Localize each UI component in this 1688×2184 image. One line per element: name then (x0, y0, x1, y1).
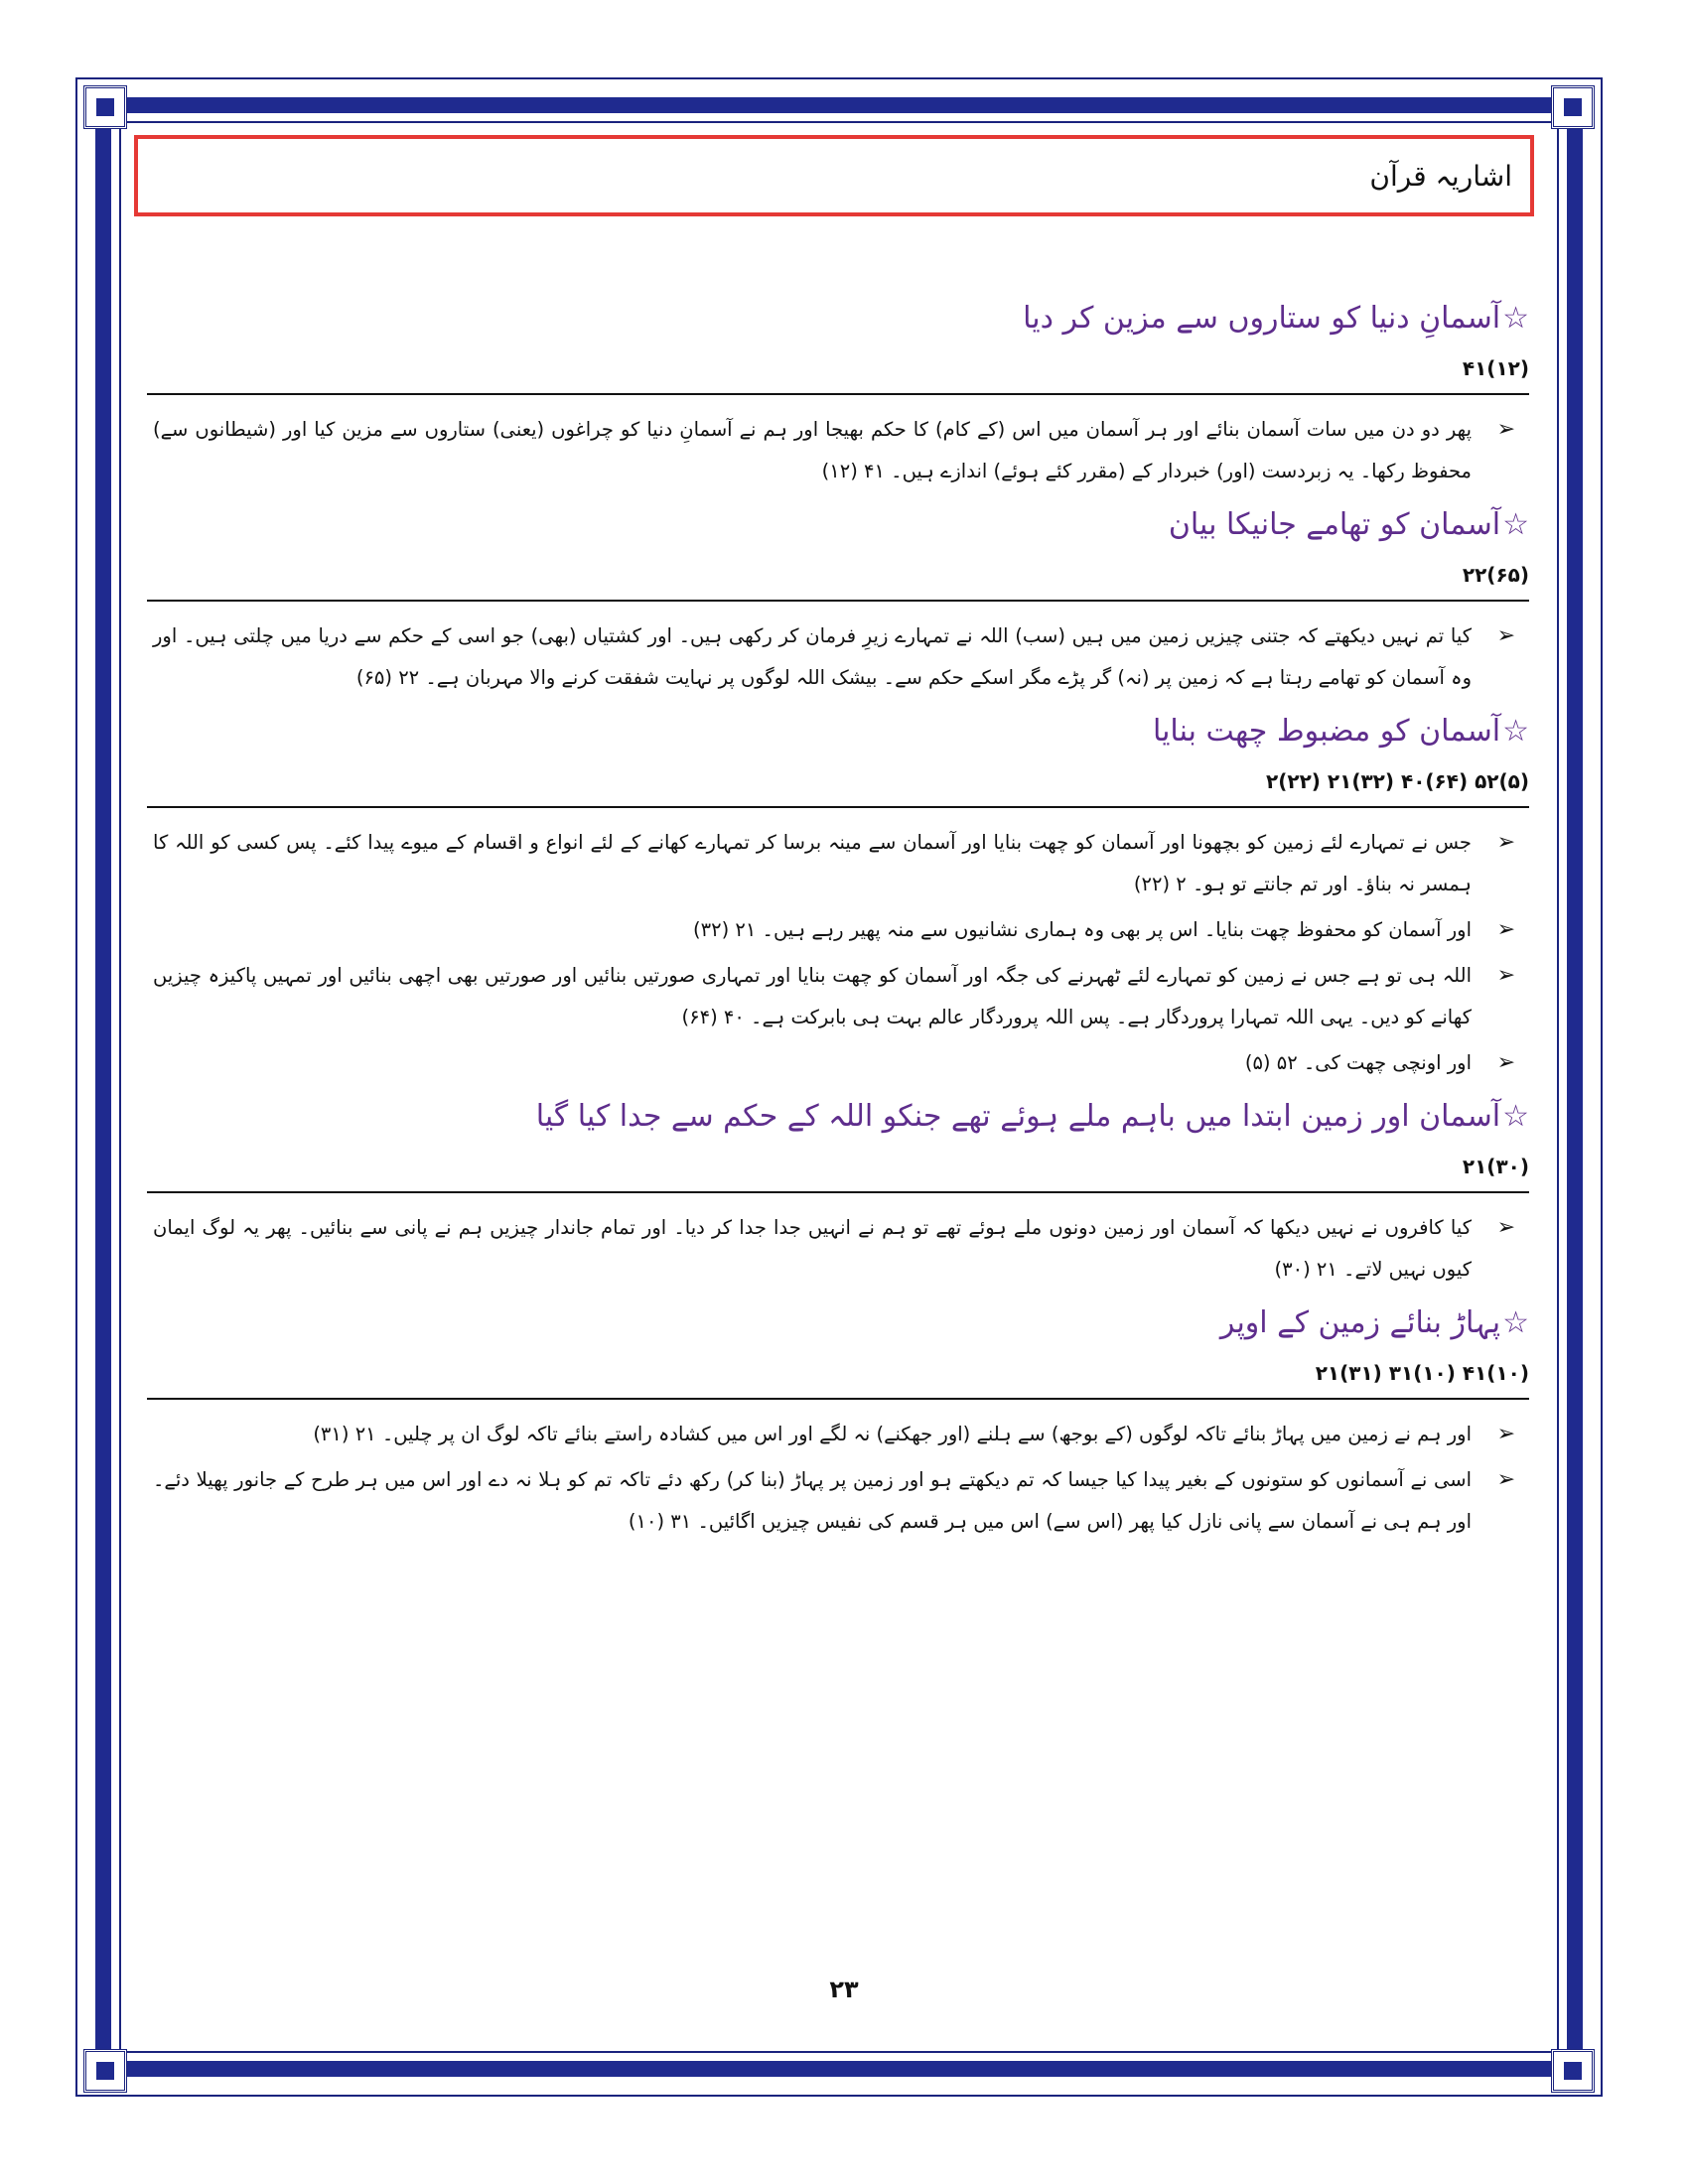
section-title (147, 711, 1529, 752)
section-title-text: آسمان کو تھامے جانیکا بیان (1168, 507, 1501, 542)
list-item (147, 1207, 1529, 1291)
list-item (147, 955, 1529, 1038)
star-icon: ☆ (1502, 714, 1529, 749)
frame-corner-ornament (1551, 2049, 1595, 2093)
entry-text: اور اونچی چھت کی۔ ۵۲ (۵) (1244, 1051, 1472, 1074)
section-title-text: پہاڑ بنائے زمین کے اوپر (1219, 1305, 1501, 1340)
arrow-bullet-icon: ➢ (1496, 830, 1515, 855)
entry-list (147, 615, 1529, 699)
entry-text: اسی نے آسمانوں کو ستونوں کے بغیر پیدا کیا جیسا کہ تم دیکھتے ہو اور زمین پر پہاڑ (بنا کر) رکھ دئے تاکہ تم کو ہلا نہ دے اور اس میں ہر طرح کے جانور پھیلا دئے۔ اور ہم ہی نے آسمان سے پانی نازل کیا پھر (اس سے) اس میں ہر قسم کی نفیس چیزیں اگائیں۔ ۳۱ (۱۰) (153, 1468, 1472, 1533)
frame-corner-ornament (83, 2049, 127, 2093)
entry-text: جس نے تمہارے لئے زمین کو بچھونا اور آسمان کو چھت بنایا اور آسمان سے مینہ برسا کر تمہارے کھانے کے لئے انواع و اقسام کے میوے پیدا کئے۔ پس کسی کو اللہ کا ہمسر نہ بناؤ۔ اور تم جانتے تو ہو۔ ۲ (۲۲) (153, 831, 1472, 895)
index-section (147, 1096, 1529, 1291)
verse-references: (۳۰)۲۱ (147, 1152, 1529, 1193)
section-title-text: آسمانِ دنیا کو ستاروں سے مزین کر دیا (1023, 301, 1501, 336)
index-section (147, 298, 1529, 492)
arrow-bullet-icon: ➢ (1496, 1215, 1515, 1240)
entry-list (147, 409, 1529, 492)
star-icon: ☆ (1502, 1305, 1529, 1340)
arrow-bullet-icon: ➢ (1496, 963, 1515, 988)
section-title (147, 1096, 1529, 1138)
section-title (147, 1302, 1529, 1344)
arrow-bullet-icon: ➢ (1496, 1422, 1515, 1446)
index-content (147, 298, 1529, 1555)
entry-text: اللہ ہی تو ہے جس نے زمین کو تمہارے لئے ٹھہرنے کی جگہ اور آسمان کو چھت بنایا اور تمہاری صورتیں بنائیں اور صورتیں بھی اچھی بنائیں اور تمہیں پاکیزہ چیزیں کھانے کو دیں۔ یہی اللہ تمہارا پروردگار ہے۔ پس اللہ پروردگار عالم بہت ہی بابرکت ہے۔ ۴۰ (۶۴) (153, 964, 1472, 1028)
index-section (147, 504, 1529, 699)
frame-corner-ornament (1551, 85, 1595, 129)
list-item (147, 909, 1529, 951)
verse-references: (۱۰)۴۱ (۱۰)۳۱ (۳۱)۲۱ (147, 1358, 1529, 1400)
section-title-text: آسمان اور زمین ابتدا میں باہم ملے ہوئے تھے جنکو اللہ کے حکم سے جدا کیا گیا (535, 1099, 1501, 1134)
entry-text: اور ہم نے زمین میں پہاڑ بنائے تاکہ لوگوں (کے بوجھ) سے ہلنے (اور جھکنے) نہ لگے اور اس میں کشادہ راستے بنائے تاکہ لوگ ان پر چلیں۔ ۲۱ (۳۱) (313, 1423, 1472, 1445)
star-icon: ☆ (1502, 301, 1529, 336)
star-icon: ☆ (1502, 507, 1529, 542)
page-number: ۲۳ (829, 1976, 859, 2003)
list-item (147, 615, 1529, 699)
list-item (147, 1414, 1529, 1455)
entry-list (147, 822, 1529, 1084)
section-title (147, 298, 1529, 340)
header-box (134, 135, 1534, 216)
arrow-bullet-icon: ➢ (1496, 623, 1515, 648)
entry-text: اور آسمان کو محفوظ چھت بنایا۔ اس پر بھی وہ ہماری نشانیوں سے منہ پھیر رہے ہیں۔ ۲۱ (۳۲) (693, 918, 1472, 941)
arrow-bullet-icon: ➢ (1496, 1050, 1515, 1075)
index-section (147, 1302, 1529, 1543)
verse-references: (۶۵)۲۲ (147, 560, 1529, 602)
page-title: اشاریہ قرآن (1369, 159, 1512, 193)
list-item (147, 1459, 1529, 1543)
star-icon: ☆ (1502, 1099, 1529, 1134)
section-title (147, 504, 1529, 546)
arrow-bullet-icon: ➢ (1496, 1467, 1515, 1492)
list-item (147, 822, 1529, 905)
arrow-bullet-icon: ➢ (1496, 417, 1515, 442)
index-section (147, 711, 1529, 1084)
entry-list (147, 1414, 1529, 1543)
verse-references: (۵)۵۲ (۶۴)۴۰ (۳۲)۲۱ (۲۲)۲ (147, 766, 1529, 808)
entry-text: پھر دو دن میں سات آسمان بنائے اور ہر آسمان میں اس (کے کام) کا حکم بھیجا اور ہم نے آسمانِ دنیا کو چراغوں (یعنی) ستاروں سے مزین کیا اور (شیطانوں سے) محفوظ رکھا۔ یہ زبردست (اور) خبردار کے (مقرر کئے ہوئے) اندازے ہیں۔ ۴۱ (۱۲) (153, 418, 1472, 482)
frame-corner-ornament (83, 85, 127, 129)
section-title-text: آسمان کو مضبوط چھت بنایا (1152, 714, 1501, 749)
arrow-bullet-icon: ➢ (1496, 917, 1515, 942)
entry-text: کیا کافروں نے نہیں دیکھا کہ آسمان اور زمین دونوں ملے ہوئے تھے تو ہم نے انہیں جدا جدا کر دیا۔ اور تمام جاندار چیزیں ہم نے پانی سے بنائیں۔ پھر یہ لوگ ایمان کیوں نہیں لاتے۔ ۲۱ (۳۰) (153, 1216, 1472, 1281)
entry-text: کیا تم نہیں دیکھتے کہ جتنی چیزیں زمین میں ہیں (سب) اللہ نے تمہارے زیرِ فرمان کر رکھی ہیں۔ اور کشتیاں (بھی) جو اسی کے حکم سے دریا میں چلتی ہیں۔ اور وہ آسمان کو تھامے رہتا ہے کہ زمین پر (نہ) گر پڑے مگر اسکے حکم سے۔ بیشک اللہ لوگوں پر نہایت شفقت کرنے والا مہربان ہے۔ ۲۲ (۶۵) (153, 624, 1472, 689)
verse-references: (۱۲)۴۱ (147, 353, 1529, 395)
list-item (147, 409, 1529, 492)
entry-list (147, 1207, 1529, 1291)
list-item (147, 1042, 1529, 1084)
